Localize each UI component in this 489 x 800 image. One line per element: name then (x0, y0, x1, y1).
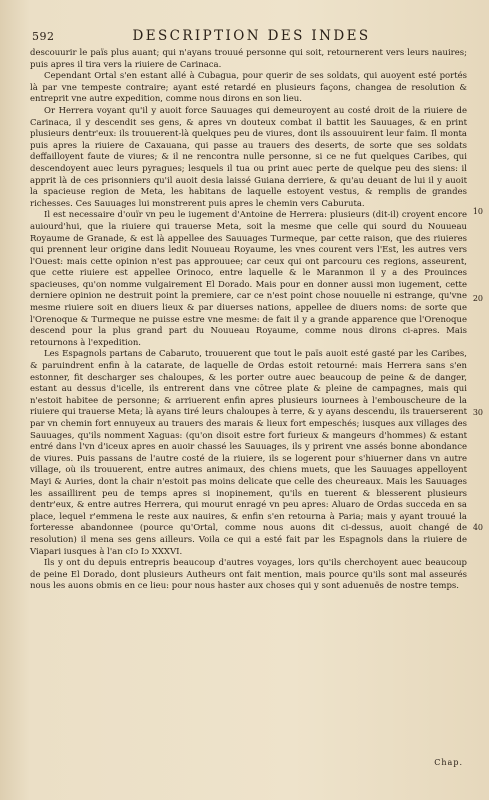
paragraph: Ils y ont du depuis entrepris beaucoup d'autres voyages, lors qu'ils cherchoyent auec beaucoup de peine El Dorado, dont plusieurs Autheurs ont fait mention, mais pource qu'ils sont mal asseurés nous les auons obmis en ce lieu: pour nous haster aux choses qui y sont aduenuës de nostre temps. (30, 558, 467, 592)
paragraph: Il est necessaire d'ouïr vn peu le iugement d'Antoine de Herrera: plusieurs (dit-il) croyent encore auiourd'hui, que la riuiere qui trauerse Meta, soit la mesme que celle qui sourd du Nouueau Royaume de Granade, & est là appellee des Sauuages Turmeque, par cette raison, que des riuieres qui prennent leur origine dans ledit Nouueau Royaume, les vnes courent vers l'Est, les autres vers l'Ouest: mais cette opinion n'est pas approuuee; car ceux qui ont parcouru ces regions, asseurent, que cette riuiere est appellee Orinoco, entre laquelle & le Maranmon il y a des Prouinces spacieuses, qu'on nomme vulgairement El Dorado. Mais pour en donner aussi mon iugement, cette derniere opinion ne destruit point la premiere, car ce n'est point chose nouuelle ni estrange, qu'vne mesme riuiere soit en diuers lieux & par diuerses nations, appellee de diuers noms: de sorte que l'Orenoque & Turmeque ne puisse estre vne mesme: de fait il y a grande apparence que l'Orenoque descend pour la plus grand part du Nouueau Royaume, comme nous dirons ci-apres. Mais retournons à l'expedition. (30, 210, 467, 348)
paragraph: Cependant Ortal s'en estant allé à Cubagua, pour querir de ses soldats, qui auoyent esté portés là par vne tempeste contraire; ayant esté retardé en plusieurs façons, changea de resolution & entreprit vne autre expedition, comme nous dirons en son lieu. (30, 71, 467, 105)
page-number: 592 (32, 30, 55, 43)
margin-line-number: 10 (472, 207, 483, 216)
paragraph: descouurir le païs plus auant; qui n'ayans trouué personne qui soit, retournerent vers leurs nauires; puis apres il tira vers la riuiere de Carinaca. (30, 48, 467, 70)
paragraph: Or Herrera voyant qu'il y auoit force Sauuages qui demeuroyent au costé droit de la riuiere de Carinaca, il y descendit ses gens, & apres vn douteux combat il battit les Sauuages, & en print plusieurs dentr'eux: ils trouuerent-là quelques peu de viures, dont ils assouuirent leur faim. Il monta puis apres la riuiere de Caxauana, qui passe au trauers des deserts, de sorte que ses soldats deffailloyent faute de viures; & il ne rencontra nulle personne, si ce ne fut quelques Caribes, qui descendoyent auec leurs pyragues; lesquels il tua ou print auec perte de quelque peu des siens: il apprit là de ces prisonniers qu'il auoit desia laissé Guiana derriere, & qu'au deuant de lui il y auoit la spacieuse region de Meta, les habitans de laquelle estoyent vestus, & remplis de grandes richesses. Ces Sauuages lui monstrerent puis apres le chemin vers Caburuta. (30, 105, 467, 209)
margin-line-number: 20 (472, 294, 483, 303)
running-title: DESCRIPTION DES INDES (132, 28, 371, 44)
body-text (30, 48, 467, 593)
page-header (32, 28, 471, 44)
paragraph: Les Espagnols partans de Cabaruto, trouuerent que tout le païs auoit esté gasté par les Caribes, & paruindrent enfin à la catarate, de laquelle de Ordas estoit retourné: mais Herrera sans s'en estonner, fit descharger ses chaloupes, & les porter outre auec beaucoup de peine & de danger, estant au dessus d'icelle, ils entrerent dans vne cōtree plate & pleine de campagnes, mais qui n'estoit habitee de personne; & arriuerent enfin apres plusieurs iournees à l'embouscheure de la riuiere qui trauerse Meta; là ayans tiré leurs chaloupes à terre, & y ayans descendu, ils trauerserent par vn chemin fort ennuyeux au trauers des marais & lieux fort empeschés; iusques aux villages des Sauuages, qu'ils nomment Xaguas: (qu'on disoit estre fort furieux & mangeurs d'hommes) & estant entré dans l'vn d'iceux apres en auoir chassé les Sauuages, ils y prirent vne assés bonne abondance de viures. Puis passans de l'autre costé de la riuiere, ils se logerent pour s'hiuerner dans vn autre village, où ils trouuerent, entre autres animaux, des chiens muets, que les Sauuages appelloyent Mayi & Auries, dont la chair n'estoit pas moins delicate que celle des cheureaux. Mais les Sauuages les assaillirent peu de temps apres si inopinement, qu'ils en tuerent & blesserent plusieurs dentr'eux, & entre autres Herrera, qui mourut enragé vn peu apres: Aluaro de Ordas succeda en sa place, lequel r'emmena le reste aux nauires, & enfin s'en retourna à Paria; mais y ayant trouué la forteresse abandonnee (pource qu'Ortal, comme nous auons dit ci-dessus, auoit changé de resolution) il mena ses gens ailleurs. Voila ce qui a esté fait par les Espagnols dans la riuiere de Viapari iusques à l'an cIɔ Iɔ XXXVI. (30, 349, 467, 557)
margin-line-number: 40 (472, 523, 483, 532)
catchword: Chap. (434, 758, 463, 767)
margin-line-number: 30 (472, 408, 483, 417)
